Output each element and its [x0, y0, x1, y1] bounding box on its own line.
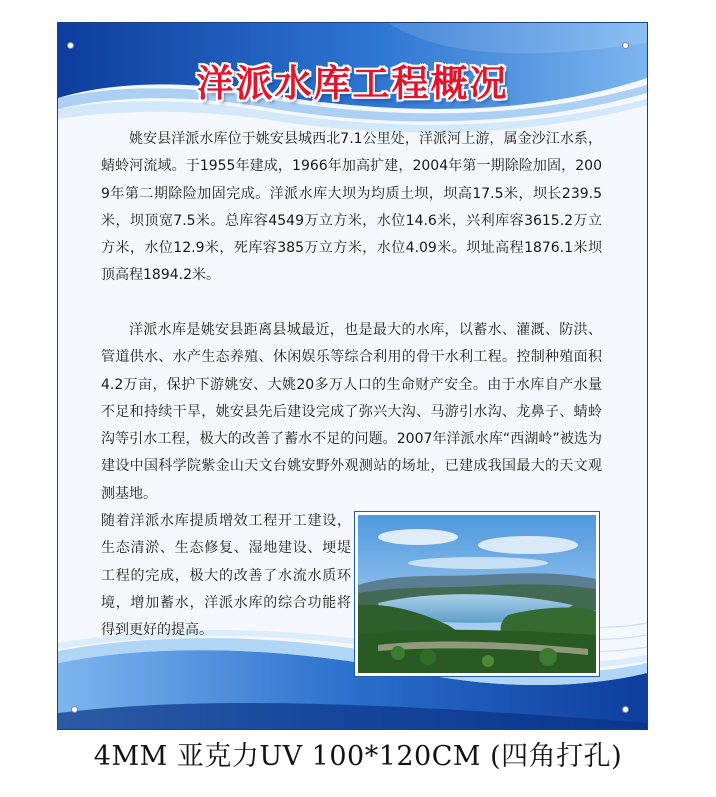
- display-board: [57, 22, 648, 730]
- paragraph-overview: 姚安县洋派水库位于姚安县城西北7.1公里处，洋派河上游，属金沙江水系，蜻蛉河流域。于1955年建成，1966年加高扩建，2004年第一期除险加固，2009年第二期除险加固完成。洋派水库大坝为均质土坝，坝高17.5米，坝长239.5米，坝顶宽7.5米。总库容4549万立方米，水位14.6米，兴利库容3615.2万立方米，水位12.9米，死库容385万立方米，水位4.09米。坝址高程1876.1米坝顶高程1894.2米。: [101, 131, 602, 284]
- paragraph-function: 洋派水库是姚安县距离县城最近，也是最大的水库，以蓄水、灌溉、防洪、管道供水、水产生态养殖、休闲娱乐等综合利用的骨干水利工程。控制种殖面积4.2万亩，保护下游姚安、大姚20多万人口的生命财产安全。由于水库自产水量不足和持续干旱，姚安县先后建设完成了弥兴大沟、马游引水沟、龙鼻子、蜻蛉沟等引水工程，极大的改善了蓄水不足的问题。2007年洋派水库“西湖岭”被选为建设中国科学院紫金山天文台姚安野外观测站的场址，已建成我国最大的天文观测基地。: [101, 322, 602, 502]
- reservoir-landscape-photo: [355, 512, 599, 676]
- product-spec-caption: 4MM 亚克力UV 100*120CM (四角打孔): [93, 741, 623, 772]
- board-title: 洋派水库工程概况: [196, 62, 509, 105]
- corner-hole-bottom-right: [622, 706, 629, 713]
- corner-hole-bottom-left: [71, 706, 78, 713]
- corner-hole-top-right: [622, 42, 629, 49]
- paragraph-improvement: 随着洋派水库提质增效工程开工建设，生态清淤、生态修复、湿地建设、埂堤工程的完成，极大的改善了水流水质环境，增加蓄水，洋派水库的综合功能将得到更好的提高。: [101, 513, 351, 639]
- corner-hole-top-left: [67, 42, 74, 49]
